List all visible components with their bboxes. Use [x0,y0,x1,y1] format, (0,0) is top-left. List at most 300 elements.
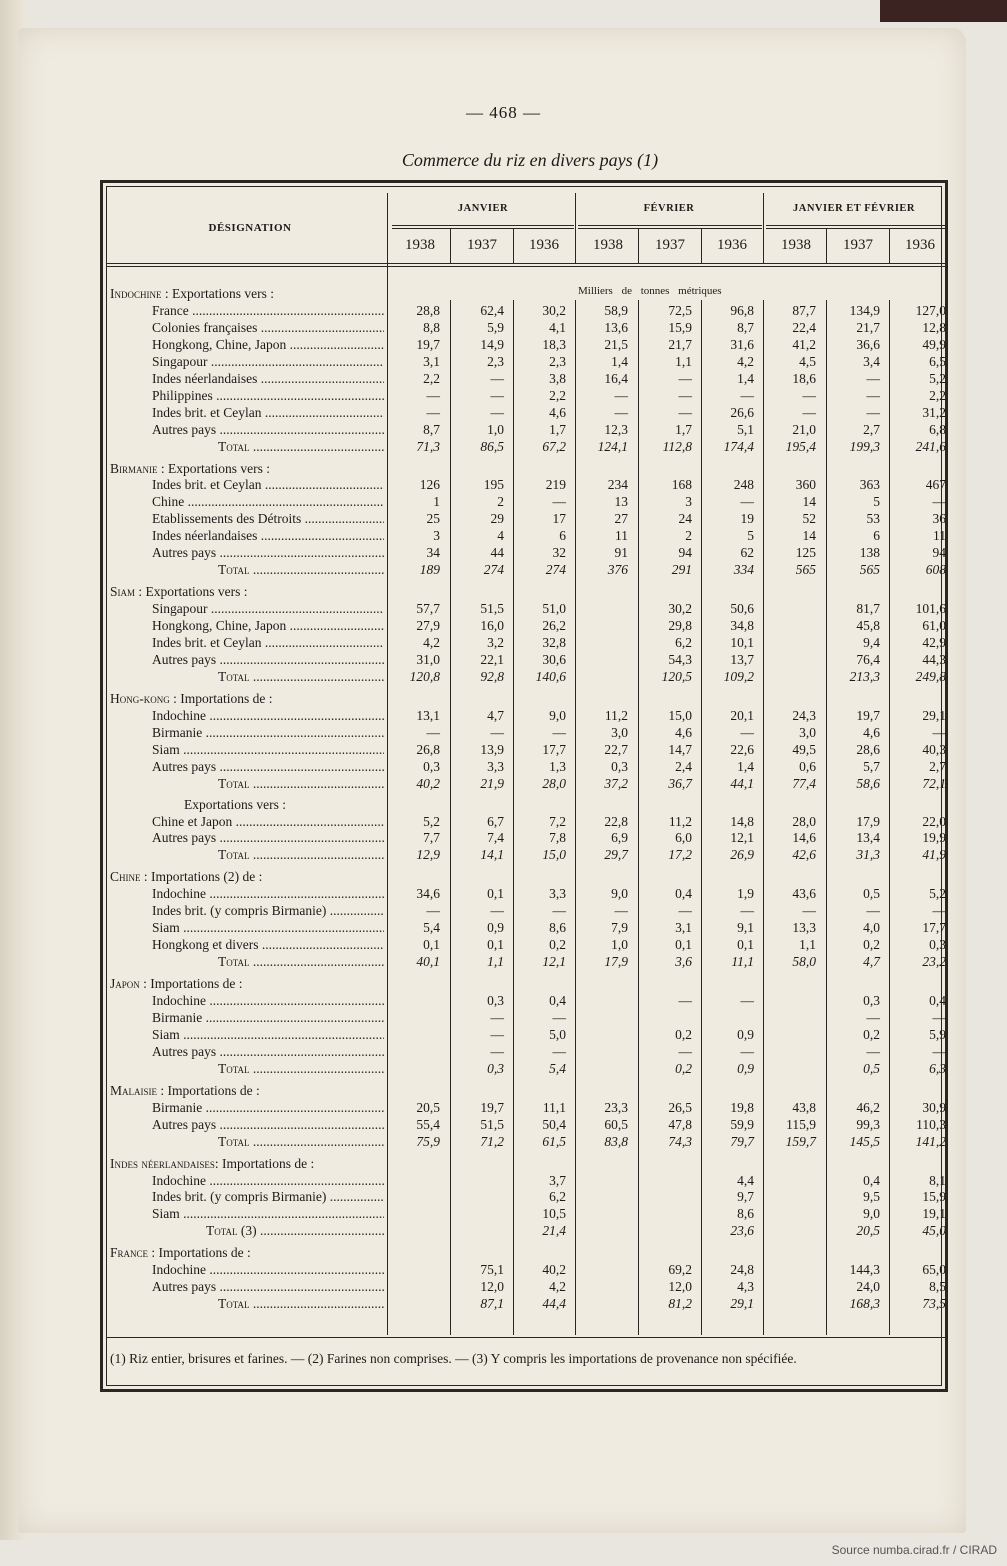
cell-value: 44 [490,545,504,561]
cell-value: 5,7 [863,758,880,774]
section-row [106,286,950,302]
cell-value: — [678,370,692,386]
cell-value: 0,5 [863,1060,880,1076]
cell-value: 0,3 [423,758,440,774]
table-row [106,494,950,510]
cell-value: 58,9 [604,302,628,318]
table-row [106,1262,950,1278]
cell-value: 13 [614,494,628,510]
section-label [110,691,272,707]
cell-value: 47,8 [668,1116,692,1132]
cell-value: 8,7 [423,421,440,437]
cell-value: 29,1 [730,1296,754,1312]
cell-value: 43,8 [792,1099,816,1115]
cell-value: 4,0 [863,920,880,936]
cell-value: 94 [678,545,692,561]
cell-value: — [932,1043,946,1059]
cell-value: 5,2 [423,813,440,829]
cell-value: 26,5 [668,1099,692,1115]
cell-value: 0,5 [863,886,880,902]
total-row [106,1061,950,1077]
cell-value: 9,0 [611,886,628,902]
section-caption: : Importations de : [139,976,243,992]
cell-value: — [740,387,754,403]
cell-value: 6,0 [675,830,692,846]
cell-value: 101,6 [915,601,946,617]
header-rule-2 [392,228,574,229]
cell-value: 37,2 [604,775,628,791]
row-label: Hongkong et divers ..... [152,937,384,953]
page-number: — 468 — [466,103,541,122]
cell-value: 76,4 [856,651,880,667]
row-label: Indes brit. et Ceylan ..... [152,405,384,421]
row-label: Colonies françaises ..... [152,320,384,336]
cell-value: 5,2 [929,370,946,386]
cell-value: 2,4 [675,758,692,774]
cell-value: 13,3 [792,920,816,936]
cell-value: 1,0 [611,937,628,953]
cell-value: 29,7 [604,847,628,863]
cell-value: 45,8 [856,618,880,634]
row-label: Indes néerlandaises ..... [152,528,384,544]
table-row [106,1206,950,1222]
cell-value: 3,8 [549,370,566,386]
country-name: Indes néerlandaises [110,1155,215,1171]
section-label [110,286,274,302]
cell-value: — [802,387,816,403]
cell-value: 2,7 [929,758,946,774]
cell-value: 1,7 [549,421,566,437]
cell-value: — [866,387,880,403]
cell-value: 58,6 [856,775,880,791]
cell-value: 7,8 [549,830,566,846]
cell-value: 15,0 [542,847,566,863]
cell-value: 11,1 [542,1099,566,1115]
cell-value: — [490,903,504,919]
total-row [106,954,950,970]
table-row [106,635,950,651]
header-bottom-rule [106,263,946,264]
cell-value: 67,2 [542,438,566,454]
table-row [106,545,950,561]
cell-value: 40,2 [416,775,440,791]
section-caption: : Exportations vers : [135,584,248,600]
cell-value: 11,1 [731,954,754,970]
cell-value: 241,6 [915,438,946,454]
cell-value: 86,5 [480,438,504,454]
cell-value: 24,0 [856,1279,880,1295]
cell-value: 14 [802,528,816,544]
cell-value: 195 [483,477,504,493]
column-divider [889,228,890,264]
cell-value: 21,7 [856,319,880,335]
table-row [106,830,950,846]
table-row [106,1279,950,1295]
cell-value: 125 [795,545,816,561]
table-row [106,1100,950,1116]
cell-value: — [866,370,880,386]
cell-value: 30,2 [542,302,566,318]
cell-value: 8,7 [737,319,754,335]
cell-value: 6,3 [929,1060,946,1076]
footnote: (1) Riz entier, brisures et farines. — (2) Farines non comprises. — (3) Y compris les importations de provenance non spécifiée. [110,1351,797,1366]
total-row [106,669,950,685]
column-divider [701,228,702,264]
row-label: Siam ..... [152,1206,384,1222]
table-row [106,1044,950,1060]
row-label: Indochine ..... [152,886,384,902]
column-divider [638,228,639,264]
cell-value: 8,1 [929,1172,946,1188]
cell-value: 9,0 [863,1206,880,1222]
row-label: Indochine ..... [152,708,384,724]
cell-value: 55,4 [416,1116,440,1132]
cell-value: 0,2 [675,1060,692,1076]
cell-value: 115,9 [786,1116,816,1132]
cell-value: 26,6 [730,404,754,420]
cell-value: 74,3 [668,1133,692,1149]
cell-value: 14,9 [480,336,504,352]
cell-value: 7,2 [549,813,566,829]
cell-value: 83,8 [604,1133,628,1149]
year-header: 1938 [405,237,435,253]
country-name: Birmanie [110,460,158,476]
total-row [106,562,950,578]
cell-value: 249,8 [915,668,946,684]
subsection-row [106,797,950,813]
cell-value: 126 [419,477,440,493]
row-label: Siam ..... [152,742,384,758]
cell-value: 14,7 [668,741,692,757]
cell-value: 120,5 [661,668,692,684]
cell-value: 34,8 [730,618,754,634]
header-rule-4 [578,228,762,229]
column-divider [450,228,451,264]
section-caption: : Exportations vers : [157,460,270,476]
cell-value: 23,2 [922,954,946,970]
cell-value: 4,3 [737,1279,754,1295]
cell-value: — [740,1043,754,1059]
group-header-janvier: JANVIER [457,203,509,214]
cell-value: 34,6 [416,886,440,902]
cell-value: — [490,1043,504,1059]
cell-value: — [932,903,946,919]
cell-value: 138 [859,545,880,561]
cell-value: — [490,1026,504,1042]
cell-value: 62 [740,545,754,561]
cell-value: — [552,903,566,919]
table-row [106,814,950,830]
section-row [106,1156,950,1172]
cell-value: 58,0 [792,954,816,970]
cell-value: 3,3 [549,886,566,902]
cell-value: 4,4 [737,1172,754,1188]
table-row [106,1173,950,1189]
section-row [106,584,950,600]
cell-value: — [678,1043,692,1059]
row-label: Autres pays ..... [152,1117,384,1133]
cell-value: — [426,387,440,403]
country-name: Malaisie [110,1082,157,1098]
table-row [106,528,950,544]
cell-value: 174,4 [723,438,754,454]
cell-value: 9,5 [863,1189,880,1205]
cell-value: — [740,724,754,740]
cell-value: 20,5 [856,1223,880,1239]
cell-value: 3,0 [799,724,816,740]
row-label: Philippines ..... [152,388,384,404]
cell-value: 5,9 [929,1026,946,1042]
unit-label: Milliers de tonnes métriques [578,285,722,297]
total-label: Total ..... [218,562,384,578]
cell-value: 6 [873,528,880,544]
cell-value: 26,8 [416,741,440,757]
cell-value: 30,2 [668,601,692,617]
year-header: 1938 [781,237,811,253]
cell-value: 40,2 [542,1262,566,1278]
section-caption: : Exportations vers : [161,286,274,301]
cell-value: 0,3 [929,937,946,953]
cell-value: 110,3 [916,1116,946,1132]
cell-value: 79,7 [730,1133,754,1149]
cell-value: 8,6 [737,1206,754,1222]
row-label: Autres pays ..... [152,830,384,846]
cell-value: 12,1 [542,954,566,970]
cell-value: 14,8 [730,813,754,829]
cell-value: 159,7 [785,1133,816,1149]
cell-value: 8,6 [549,920,566,936]
cell-value: 20,5 [416,1099,440,1115]
total-row [106,1223,950,1239]
cell-value: 3,3 [487,758,504,774]
cell-value: 51,5 [480,1116,504,1132]
cell-value: 5,0 [549,1026,566,1042]
header-rule-3 [578,225,762,226]
source-credit: Source numba.cirad.fr / CIRAD [831,1543,997,1557]
cell-value: — [740,993,754,1008]
cell-value: 51,0 [542,601,566,617]
cell-value: 75,1 [480,1262,504,1278]
table-row [106,1010,950,1026]
section-caption: : Importations de : [148,1245,251,1261]
cell-value: 168 [671,477,692,493]
cell-value: 3,7 [549,1172,566,1188]
section-row [106,1245,950,1261]
cell-value: 22,6 [730,741,754,757]
cell-value: 19,8 [730,1099,754,1115]
cell-value: 5,4 [423,920,440,936]
cell-value: 168,3 [849,1296,880,1312]
cell-value: 31,2 [922,404,946,420]
table-row [106,1027,950,1043]
cell-value: 140,6 [535,668,566,684]
cell-value: 7,7 [423,830,440,846]
cell-value: 15,9 [922,1189,946,1205]
cell-value: 71,3 [416,438,440,454]
cell-value: 1,4 [737,370,754,386]
cell-value: 6,8 [929,421,946,437]
cell-value: 87,7 [792,302,816,318]
cell-value: 6,5 [929,353,946,369]
section-label [110,1083,260,1099]
country-name: Chine [110,869,141,885]
cell-value: 363 [859,477,880,493]
cell-value: 52 [802,511,816,527]
cell-value: 0,9 [487,920,504,936]
cell-value: 6,9 [611,830,628,846]
section-row [106,1083,950,1099]
cell-value: 41,2 [792,336,816,352]
total-label: Total ..... [218,1061,384,1077]
cell-value: 12,0 [668,1279,692,1295]
total-label: Total ..... [218,776,384,792]
cell-value: 17,7 [542,741,566,757]
total-label: Total ..... [218,669,384,685]
cell-value: — [614,903,628,919]
table-row [106,903,950,919]
section-row [106,869,950,885]
cell-value: 22,7 [604,741,628,757]
cell-value: 42,9 [922,635,946,650]
section-label [110,461,270,477]
cell-value: 26,9 [730,847,754,863]
row-label: Autres pays ..... [152,1279,384,1295]
cell-value: 36 [932,511,946,527]
cell-value: 4,7 [863,954,880,970]
designation-header: DÉSIGNATION [208,222,292,234]
cell-value: 31,0 [416,651,440,667]
cell-value: 77,4 [792,775,816,791]
cell-value: 274 [483,562,504,578]
table-row [106,618,950,634]
cell-value: 4,5 [799,353,816,369]
cell-value: 2,3 [487,353,504,369]
cell-value: 94 [932,545,946,561]
cell-value: 334 [733,562,754,578]
total-label: Total ..... [218,1134,384,1150]
cell-value: — [802,404,816,420]
cell-value: 4,6 [863,724,880,740]
cell-value: 2,7 [863,421,880,437]
section-caption: : Importations de : [214,1155,315,1171]
cell-value: 10,1 [730,635,754,650]
cell-value: 53 [866,511,880,527]
cell-value: 0,6 [799,758,816,774]
row-label: Hongkong, Chine, Japon ..... [152,618,384,634]
total-label: Total ..... [218,954,384,970]
cell-value: — [932,494,946,510]
cell-value: 1 [433,494,440,510]
cell-value: 24,3 [792,707,816,723]
cell-value: 13,4 [856,830,880,846]
cell-value: 0,1 [675,937,692,953]
cell-value: 13,9 [480,741,504,757]
cell-value: — [678,993,692,1008]
cell-value: 15,9 [668,319,692,335]
cell-value: 32,8 [542,635,566,650]
cell-value: 141,2 [915,1133,946,1149]
book-top-cover [880,0,1007,22]
row-label: Siam ..... [152,1027,384,1043]
row-label: Indes brit. et Ceylan ..... [152,477,384,493]
cell-value: 21,9 [480,775,504,791]
table-row [106,601,950,617]
cell-value: 608 [925,562,946,578]
total-row [106,439,950,455]
table-row [106,371,950,387]
cell-value: 0,3 [487,1060,504,1076]
row-label: Birmanie ..... [152,1010,384,1026]
cell-value: 0,3 [863,993,880,1008]
table-title: Commerce du riz en divers pays (1) [401,150,659,170]
table-row [106,937,950,953]
cell-value: 6,2 [549,1189,566,1205]
total-row [106,847,950,863]
cell-value: 4,2 [549,1279,566,1295]
group-header-fevrier: FÉVRIER [643,203,695,214]
cell-value: 17 [552,511,566,527]
cell-value: 5,1 [737,421,754,437]
cell-value: 0,3 [611,758,628,774]
cell-value: 36,7 [668,775,692,791]
cell-value: 3,1 [423,353,440,369]
row-label: Autres pays ..... [152,1044,384,1060]
table-row [106,405,950,421]
cell-value: 32 [552,545,566,561]
section-label [110,869,262,885]
row-label: Autres pays ..... [152,759,384,775]
row-label: Chine ..... [152,494,384,510]
cell-value: 3,6 [675,954,692,970]
cell-value: 22,1 [480,651,504,667]
cell-value: — [932,1009,946,1025]
cell-value: 0,2 [675,1026,692,1042]
cell-value: 50,4 [542,1116,566,1132]
table-row [106,652,950,668]
cell-value: 31,6 [730,336,754,352]
cell-value: 6,2 [675,635,692,650]
cell-value: 29 [490,511,504,527]
cell-value: 0,4 [863,1172,880,1188]
cell-value: — [490,1009,504,1025]
row-label: Autres pays ..... [152,652,384,668]
cell-value: 565 [859,562,880,578]
cell-value: 0,1 [737,937,754,953]
cell-value: — [866,903,880,919]
cell-value: 46,2 [856,1099,880,1115]
cell-value: 0,1 [487,886,504,902]
row-label: Indes brit. et Ceylan ..... [152,635,384,651]
cell-value: 0,9 [737,1026,754,1042]
table-row [106,303,950,319]
cell-value: 124,1 [597,438,628,454]
table-row [106,742,950,758]
cell-value: 0,3 [487,993,504,1008]
cell-value: 15,0 [668,707,692,723]
cell-value: 2 [497,494,504,510]
cell-value: 25 [426,511,440,527]
cell-value: — [866,404,880,420]
cell-value: 1,4 [737,758,754,774]
cell-value: 50,6 [730,601,754,617]
cell-value: 1,1 [799,937,816,953]
cell-value: 17,7 [922,920,946,936]
header-bottom-rule-2 [106,266,946,267]
cell-value: 9,0 [549,707,566,723]
cell-value: 19,7 [480,1099,504,1115]
section-label [110,584,248,600]
cell-value: 12,0 [480,1279,504,1295]
